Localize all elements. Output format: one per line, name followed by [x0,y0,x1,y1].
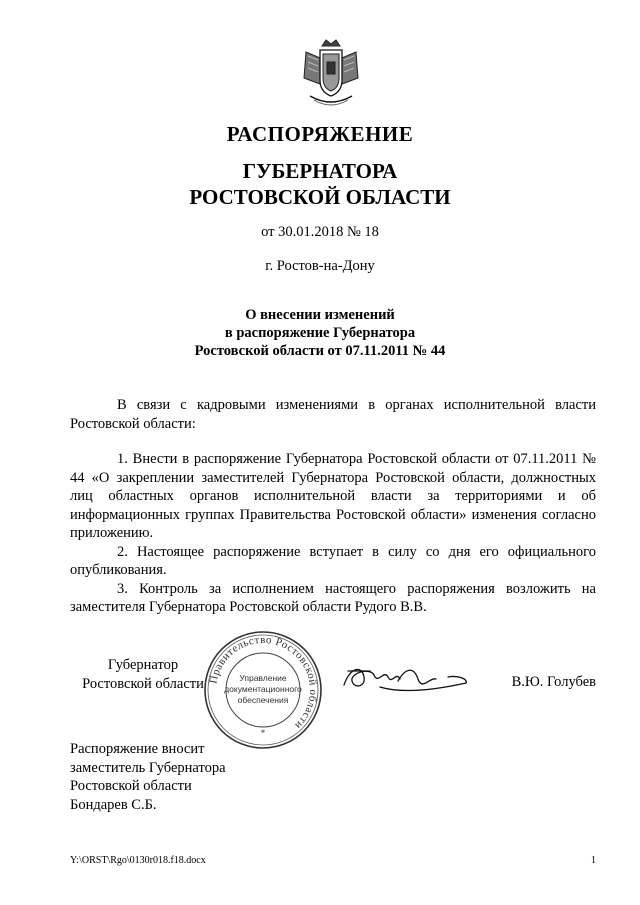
submitted-by-line-4: Бондарев С.Б. [70,796,157,813]
subject-line-2: в распоряжение Губернатора [224,325,416,341]
submitted-by-line-2: заместитель Губернатора [70,759,226,776]
resolution-item-2: 2. Настоящее распоряжение вступает в силу со дня его официального опубликования. [70,543,596,578]
footer-file-path: Y:\ORST\Rgo\0130r018.f18.docx [70,855,206,866]
footer-page-number: 1 [591,855,596,866]
document-subject [0,306,640,360]
handwritten-signature-icon [340,657,470,697]
submitted-by-line-1: Распоряжение вносит [70,741,205,757]
signatory-title-line-1: Губернатор [107,657,179,673]
coat-of-arms-icon [296,38,366,110]
signatory-title [70,656,216,693]
subject-line-1: О внесении изменений [245,307,395,323]
issuer-line-2: РОСТОВСКОЙ ОБЛАСТИ [189,185,451,209]
seal-outer-text: Правительство Ростовской области [207,633,320,732]
resolution-items [70,450,596,617]
official-seal-icon [202,629,324,751]
signatory-name: В.Ю. Голубев [511,674,596,690]
document-city: г. Ростов-на-Дону [265,258,375,274]
seal-inner-line-3: обеспечения [237,695,289,705]
svg-text:*: * [260,728,266,738]
preamble-paragraph: В связи с кадровыми изменениями в органах исполнительной власти Ростовской области: [70,397,596,432]
seal-inner-line-1: Управление [239,673,287,683]
issuer-heading [0,158,640,210]
subject-line-3: Ростовской области от 07.11.2011 № 44 [194,343,446,359]
issuer-line-1: ГУБЕРНАТОРА [242,159,398,183]
resolution-item-1: 1. Внести в распоряжение Губернатора Ростовской области от 07.11.2011 № 44 «О закреплении заместителей Губернатора Ростовской области, должностных лиц областных органов исполнительной власти за территориями и об информационных группах Правительства Ростовской области» изменения согласно приложению. [70,451,596,541]
seal-inner-line-2: документационного [224,684,302,694]
signatory-title-line-2: Ростовской области [82,675,204,692]
document-type-heading: РАСПОРЯЖЕНИЕ [226,122,414,146]
document-date-number: от 30.01.2018 № 18 [261,224,379,240]
submitted-by-block [70,740,226,814]
submitted-by-line-3: Ростовской области [70,778,192,794]
resolution-item-3: 3. Контроль за исполнением настоящего распоряжения возложить на заместителя Губернатора Ростовской области Рудого В.В. [70,580,596,615]
